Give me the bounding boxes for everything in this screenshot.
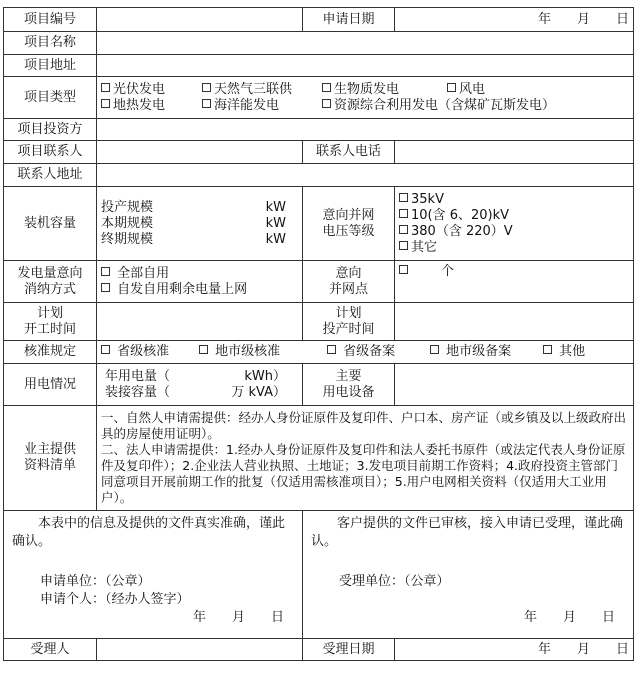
option-gas-cchp[interactable]: 天然气三联供 [202, 82, 322, 98]
consumption-options [97, 261, 303, 303]
field-apply-date[interactable]: 年 月 日 [395, 8, 634, 32]
checkbox-icon [399, 209, 408, 218]
option-provincial-filing[interactable]: 省级备案 [327, 344, 430, 360]
checkbox-icon [399, 241, 408, 250]
option-pv[interactable]: 光伏发电 [101, 82, 202, 98]
label-approval: 核准规定 [4, 341, 97, 364]
field-contact-address[interactable] [97, 164, 634, 187]
power-usage-fields [97, 364, 303, 406]
checkbox-icon [101, 83, 110, 92]
field-project-address[interactable] [97, 55, 634, 77]
label-accept-date: 受理日期 [303, 639, 395, 661]
grid-connection-application-form [3, 7, 634, 661]
label-project-no: 项目编号 [4, 8, 97, 32]
checkbox-icon [399, 193, 408, 202]
label-receiver: 受理人 [4, 639, 97, 661]
field-grid-point-count[interactable]: 个 [395, 261, 634, 303]
checkbox-icon [101, 345, 110, 354]
applicant-unit[interactable]: 申请单位：（公章） [40, 574, 151, 589]
option-35kv[interactable]: 35kV [399, 192, 629, 208]
option-380v[interactable]: 380（含 220）V [399, 224, 629, 240]
checkbox-icon [322, 83, 331, 92]
label-owner-docs: 业主提供 资料清单 [4, 406, 97, 511]
scale-row-current-phase[interactable]: 本期规模 kW [101, 215, 286, 231]
option-ocean[interactable]: 海洋能发电 [202, 98, 322, 114]
applicant-declaration: 本表中的信息及提供的文件真实准确，谨此确认。 申请单位：（公章） 申请个人：（经办人签字） 年 月 日 [4, 511, 303, 639]
checkbox-icon [202, 83, 211, 92]
checkbox-icon [327, 345, 336, 354]
option-geothermal[interactable]: 地热发电 [101, 98, 202, 114]
field-main-equipment[interactable] [395, 364, 634, 406]
voltage-options [395, 187, 634, 261]
applicant-person[interactable]: 申请个人：（经办人签字） [40, 592, 190, 607]
label-power-usage: 用电情况 [4, 364, 97, 406]
label-project-type: 项目类型 [4, 77, 97, 119]
checkbox-icon [447, 83, 456, 92]
label-contact-address: 联系人地址 [4, 164, 97, 187]
field-receiver[interactable] [97, 639, 303, 661]
option-other-voltage[interactable]: 其它 [399, 240, 629, 256]
label-planned-production: 计划 投产时间 [303, 303, 395, 341]
checkbox-icon [399, 225, 408, 234]
checkbox-icon [399, 265, 408, 274]
field-contact-phone[interactable] [395, 141, 634, 164]
approval-options [97, 341, 634, 364]
label-apply-date: 申请日期 [303, 8, 395, 32]
label-investor: 项目投资方 [4, 119, 97, 141]
option-provincial-approval[interactable]: 省级核准 [101, 344, 199, 360]
label-contact: 项目联系人 [4, 141, 97, 164]
checkbox-icon [101, 283, 110, 292]
field-investor[interactable] [97, 119, 634, 141]
label-voltage-level: 意向并网 电压等级 [303, 187, 395, 261]
field-project-name[interactable] [97, 32, 634, 55]
option-surplus-to-grid[interactable]: 自发自用剩余电量上网 [101, 282, 298, 298]
checkbox-icon [543, 345, 552, 354]
acceptance-unit[interactable]: 受理单位：（公章） [339, 574, 450, 589]
checkbox-icon [202, 99, 211, 108]
scale-row-commissioned[interactable]: 投产规模 kW [101, 199, 286, 215]
scale-row-final-phase[interactable]: 终期规模 kW [101, 231, 286, 247]
project-type-options [97, 77, 634, 119]
label-consumption-mode: 发电量意向 消纳方式 [4, 261, 97, 303]
docs-legal-person: 二、法人申请需提供：1.经办人身份证原件及复印件和法人委托书原件（或法定代表人身份证原件及复印件）；2.企业法人营业执照、土地证；3.发电项目前期工作资料；4.政府投资主管部门同意项目开展前期工作的批复（仅适用需核准项目）；5.用户电网相关资料（仅适用大工业用户）。 [101, 442, 626, 505]
field-project-no[interactable] [97, 8, 303, 32]
checkbox-icon [430, 345, 439, 354]
option-full-self-use[interactable]: 全部自用 [101, 266, 298, 282]
label-main-equipment: 主要 用电设备 [303, 364, 395, 406]
option-city-filing[interactable]: 地市级备案 [430, 344, 543, 360]
acceptance-sign-date[interactable]: 年 月 日 [523, 610, 615, 625]
acceptance-declaration: 客户提供的文件已审核，接入申请已受理，谨此确认。 受理单位：（公章） 年 月 日 [303, 511, 634, 639]
checkbox-icon [199, 345, 208, 354]
applicant-date[interactable]: 年 月 日 [192, 610, 284, 625]
label-project-address: 项目地址 [4, 55, 97, 77]
field-installed-capacity[interactable]: 装接容量（ 万 kVA） [105, 384, 286, 400]
field-planned-start[interactable] [97, 303, 303, 341]
option-biomass[interactable]: 生物质发电 [322, 82, 447, 98]
label-grid-point: 意向 并网点 [303, 261, 395, 303]
label-project-name: 项目名称 [4, 32, 97, 55]
label-contact-phone: 联系人电话 [303, 141, 395, 164]
capacity-scales [97, 187, 303, 261]
docs-list [97, 406, 634, 511]
checkbox-icon [322, 99, 331, 108]
docs-natural-person: 一、自然人申请需提供：经办人身份证原件及复印件、户口本、房产证（或乡镇及以上级政府出具的房屋使用证明）。 [101, 410, 627, 441]
field-annual-consumption[interactable]: 年用电量（ kWh） [105, 368, 286, 384]
label-planned-start: 计划 开工时间 [4, 303, 97, 341]
checkbox-icon [101, 267, 110, 276]
option-10kv[interactable]: 10(含 6、20)kV [399, 208, 629, 224]
field-contact[interactable] [97, 141, 303, 164]
option-other-approval[interactable]: 其他 [543, 344, 585, 359]
option-wind[interactable]: 风电 [447, 82, 485, 97]
checkbox-icon [101, 99, 110, 108]
option-resource-recycling[interactable]: 资源综合利用发电（含煤矿瓦斯发电） [322, 98, 555, 113]
option-city-approval[interactable]: 地市级核准 [199, 344, 327, 360]
label-capacity: 装机容量 [4, 187, 97, 261]
field-planned-production[interactable] [395, 303, 634, 341]
field-accept-date[interactable]: 年 月 日 [395, 639, 634, 661]
